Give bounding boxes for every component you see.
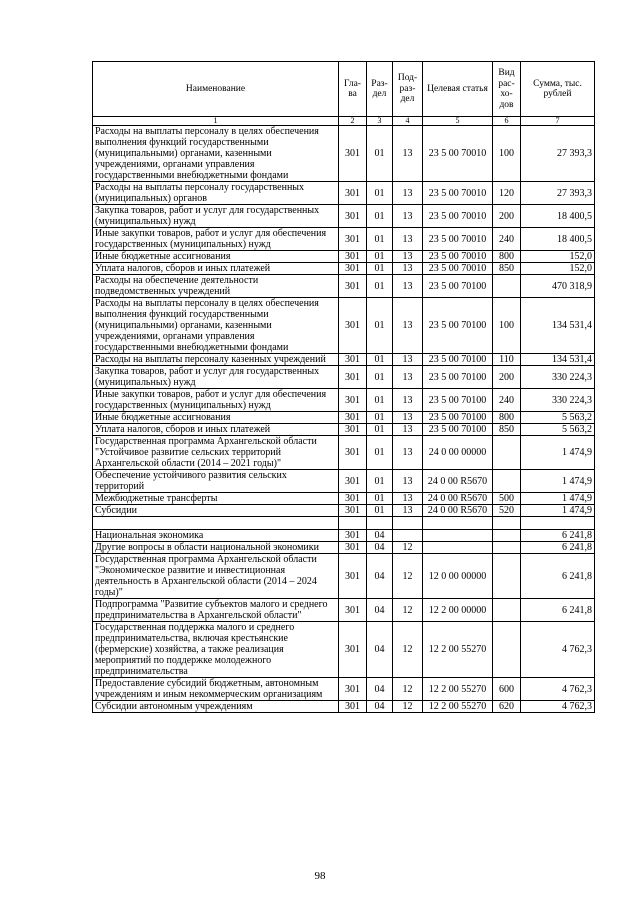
- row-podrazdel: 13: [393, 493, 423, 505]
- page-number: 98: [314, 870, 326, 882]
- row-vid: 100: [493, 298, 521, 354]
- row-sum: 6 241,8: [521, 530, 595, 542]
- row-target: 24 0 00 R5670: [423, 505, 493, 517]
- row-name: Уплата налогов, сборов и иных платежей: [93, 263, 339, 275]
- row-name: Расходы на выплаты персоналу в целях обеспечения выполнения функций государственными (муниципальными) органами, казенными учреждениями, органами управления государственными внебюджетными фондами: [93, 126, 339, 182]
- row-target: 23 5 00 70100: [423, 354, 493, 366]
- row-target: 23 5 00 70100: [423, 275, 493, 298]
- row-vid: [493, 275, 521, 298]
- row-razdel: [367, 517, 393, 530]
- row-vid: [493, 530, 521, 542]
- row-podrazdel: 13: [393, 298, 423, 354]
- row-podrazdel: 13: [393, 354, 423, 366]
- column-number: 7: [521, 117, 595, 126]
- row-target: 23 5 00 70100: [423, 389, 493, 412]
- row-sum: 1 474,9: [521, 505, 595, 517]
- row-sum: 470 318,9: [521, 275, 595, 298]
- row-razdel: 01: [367, 228, 393, 251]
- row-target: 23 5 00 70100: [423, 298, 493, 354]
- row-vid: 800: [493, 251, 521, 263]
- row-podrazdel: 13: [393, 205, 423, 228]
- table-row: [93, 554, 595, 599]
- row-glava: 301: [339, 389, 367, 412]
- row-razdel: 01: [367, 389, 393, 412]
- row-sum: 6 241,8: [521, 554, 595, 599]
- table-row: [93, 470, 595, 493]
- row-target: 23 5 00 70010: [423, 228, 493, 251]
- row-razdel: 04: [367, 622, 393, 678]
- row-vid: [493, 470, 521, 493]
- row-vid: 500: [493, 493, 521, 505]
- row-target: 12 2 00 55270: [423, 622, 493, 678]
- row-glava: 301: [339, 263, 367, 275]
- table-row: [93, 251, 595, 263]
- row-sum: 6 241,8: [521, 599, 595, 622]
- row-podrazdel: 12: [393, 678, 423, 701]
- row-razdel: 01: [367, 505, 393, 517]
- row-razdel: 01: [367, 470, 393, 493]
- row-razdel: 01: [367, 263, 393, 275]
- row-razdel: 04: [367, 542, 393, 554]
- row-glava: 301: [339, 505, 367, 517]
- row-razdel: 04: [367, 530, 393, 542]
- row-sum: 18 400,5: [521, 228, 595, 251]
- header-name: Наименование: [93, 62, 339, 117]
- table-row: [93, 678, 595, 701]
- row-target: 23 5 00 70010: [423, 205, 493, 228]
- row-vid: 240: [493, 228, 521, 251]
- row-podrazdel: 13: [393, 182, 423, 205]
- row-name: Национальная экономика: [93, 530, 339, 542]
- table-row: [93, 424, 595, 436]
- row-name: Другие вопросы в области национальной экономики: [93, 542, 339, 554]
- row-target: 23 5 00 70010: [423, 182, 493, 205]
- row-podrazdel: 13: [393, 251, 423, 263]
- row-target: 12 2 00 55270: [423, 678, 493, 701]
- column-number: 1: [93, 117, 339, 126]
- header-row: [93, 62, 595, 117]
- row-podrazdel: 13: [393, 263, 423, 275]
- row-glava: 301: [339, 554, 367, 599]
- row-vid: 120: [493, 182, 521, 205]
- row-vid: [493, 622, 521, 678]
- table-row: [93, 542, 595, 554]
- row-razdel: 01: [367, 366, 393, 389]
- table-row: [93, 412, 595, 424]
- row-razdel: 01: [367, 205, 393, 228]
- row-glava: 301: [339, 298, 367, 354]
- table-row: [93, 263, 595, 275]
- row-sum: 134 531,4: [521, 298, 595, 354]
- row-vid: 620: [493, 701, 521, 713]
- header-vid: Вид рас-хо-дов: [493, 62, 521, 117]
- row-vid: 520: [493, 505, 521, 517]
- row-sum: 330 224,3: [521, 389, 595, 412]
- row-podrazdel: 12: [393, 622, 423, 678]
- row-podrazdel: 13: [393, 424, 423, 436]
- row-glava: 301: [339, 251, 367, 263]
- row-target: 12 2 00 55270: [423, 701, 493, 713]
- row-glava: 301: [339, 182, 367, 205]
- row-podrazdel: 12: [393, 554, 423, 599]
- row-sum: 4 762,3: [521, 678, 595, 701]
- row-podrazdel: 13: [393, 470, 423, 493]
- row-podrazdel: 12: [393, 701, 423, 713]
- table-row: [93, 182, 595, 205]
- row-glava: 301: [339, 126, 367, 182]
- header-sum: Сумма, тыс. рублей: [521, 62, 595, 117]
- row-vid: 600: [493, 678, 521, 701]
- row-glava: 301: [339, 678, 367, 701]
- row-glava: 301: [339, 205, 367, 228]
- column-number: 5: [423, 117, 493, 126]
- table-row: [93, 505, 595, 517]
- row-target: 12 2 00 00000: [423, 599, 493, 622]
- row-vid: 800: [493, 412, 521, 424]
- row-glava: 301: [339, 470, 367, 493]
- row-sum: 18 400,5: [521, 205, 595, 228]
- row-name: Межбюджетные трансферты: [93, 493, 339, 505]
- row-sum: 330 224,3: [521, 366, 595, 389]
- row-sum: 6 241,8: [521, 542, 595, 554]
- row-sum: 4 762,3: [521, 701, 595, 713]
- row-name: Расходы на выплаты персоналу в целях обеспечения выполнения функций государственными (муниципальными) органами, казенными учреждениями, органами управления государственными внебюджетными фондами: [93, 298, 339, 354]
- row-glava: 301: [339, 493, 367, 505]
- table-row: [93, 622, 595, 678]
- table-row: [93, 275, 595, 298]
- table-row: [93, 354, 595, 366]
- row-name: Государственная программа Архангельской области "Экономическое развитие и инвестиционная деятельность в Архангельской области (2014 – 2024 годы)": [93, 554, 339, 599]
- row-razdel: 01: [367, 412, 393, 424]
- table-row: [93, 701, 595, 713]
- row-vid: 200: [493, 366, 521, 389]
- row-glava: 301: [339, 530, 367, 542]
- table-row: [93, 493, 595, 505]
- row-target: 24 0 00 R5670: [423, 493, 493, 505]
- row-glava: 301: [339, 275, 367, 298]
- row-podrazdel: 13: [393, 505, 423, 517]
- row-target: 23 5 00 70010: [423, 251, 493, 263]
- row-sum: 134 531,4: [521, 354, 595, 366]
- row-vid: 240: [493, 389, 521, 412]
- row-podrazdel: 13: [393, 228, 423, 251]
- row-glava: 301: [339, 701, 367, 713]
- row-target: [423, 517, 493, 530]
- row-vid: [493, 517, 521, 530]
- row-glava: [339, 517, 367, 530]
- row-razdel: 01: [367, 275, 393, 298]
- row-razdel: 01: [367, 182, 393, 205]
- table-row: [93, 517, 595, 530]
- table-row: [93, 228, 595, 251]
- table-row: [93, 366, 595, 389]
- row-sum: 27 393,3: [521, 182, 595, 205]
- row-name: Иные бюджетные ассигнования: [93, 412, 339, 424]
- row-razdel: 01: [367, 126, 393, 182]
- column-number: 3: [367, 117, 393, 126]
- header-glava: Гла-ва: [339, 62, 367, 117]
- row-glava: 301: [339, 228, 367, 251]
- table-row: [93, 599, 595, 622]
- column-number: 2: [339, 117, 367, 126]
- row-target: 23 5 00 70100: [423, 424, 493, 436]
- header-target: Целевая статья: [423, 62, 493, 117]
- row-glava: 301: [339, 542, 367, 554]
- row-name: Подпрограмма "Развитие субъектов малого и среднего предпринимательства в Архангельской области": [93, 599, 339, 622]
- row-name: [93, 517, 339, 530]
- row-podrazdel: 13: [393, 412, 423, 424]
- row-name: Субсидии автономным учреждениям: [93, 701, 339, 713]
- table-row: [93, 389, 595, 412]
- table-row: [93, 126, 595, 182]
- row-sum: 1 474,9: [521, 470, 595, 493]
- row-sum: 152,0: [521, 251, 595, 263]
- table-row: [93, 436, 595, 470]
- row-glava: 301: [339, 599, 367, 622]
- row-vid: [493, 599, 521, 622]
- row-razdel: 01: [367, 354, 393, 366]
- header-razdel: Раз-дел: [367, 62, 393, 117]
- column-number: 6: [493, 117, 521, 126]
- row-glava: 301: [339, 366, 367, 389]
- row-name: Иные бюджетные ассигнования: [93, 251, 339, 263]
- row-glava: 301: [339, 436, 367, 470]
- row-name: Закупка товаров, работ и услуг для государственных (муниципальных) нужд: [93, 366, 339, 389]
- row-target: [423, 542, 493, 554]
- row-glava: 301: [339, 424, 367, 436]
- row-target: 23 5 00 70100: [423, 366, 493, 389]
- row-razdel: 04: [367, 678, 393, 701]
- row-sum: 4 762,3: [521, 622, 595, 678]
- row-razdel: 04: [367, 554, 393, 599]
- row-glava: 301: [339, 622, 367, 678]
- row-target: 12 0 00 00000: [423, 554, 493, 599]
- row-vid: [493, 436, 521, 470]
- row-vid: 200: [493, 205, 521, 228]
- column-number-row: [93, 117, 595, 126]
- row-podrazdel: [393, 530, 423, 542]
- row-target: 23 5 00 70100: [423, 412, 493, 424]
- row-target: [423, 530, 493, 542]
- row-name: Закупка товаров, работ и услуг для государственных (муниципальных) нужд: [93, 205, 339, 228]
- row-podrazdel: 13: [393, 126, 423, 182]
- row-razdel: 01: [367, 251, 393, 263]
- row-name: Уплата налогов, сборов и иных платежей: [93, 424, 339, 436]
- budget-table: [92, 61, 595, 713]
- row-glava: 301: [339, 412, 367, 424]
- row-razdel: 04: [367, 599, 393, 622]
- row-vid: 100: [493, 126, 521, 182]
- row-sum: 5 563,2: [521, 424, 595, 436]
- row-sum: 27 393,3: [521, 126, 595, 182]
- table-row: [93, 298, 595, 354]
- row-name: Государственная программа Архангельской области "Устойчивое развитие сельских территорий Архангельской области (2014 – 2021 годы)": [93, 436, 339, 470]
- row-name: Государственная поддержка малого и среднего предпринимательства, включая крестьянские (фермерские) хозяйства, а также реализация мероприятий по поддержке молодежного предпринимательства: [93, 622, 339, 678]
- row-name: Обеспечение устойчивого развития сельских территорий: [93, 470, 339, 493]
- row-razdel: 01: [367, 424, 393, 436]
- row-podrazdel: 13: [393, 436, 423, 470]
- row-razdel: 01: [367, 436, 393, 470]
- row-name: Субсидии: [93, 505, 339, 517]
- row-name: Предоставление субсидий бюджетным, автономным учреждениям и иным некоммерческим организациям: [93, 678, 339, 701]
- row-name: Расходы на выплаты персоналу казенных учреждений: [93, 354, 339, 366]
- column-number: 4: [393, 117, 423, 126]
- row-razdel: 04: [367, 701, 393, 713]
- row-podrazdel: 12: [393, 542, 423, 554]
- row-target: 24 0 00 00000: [423, 436, 493, 470]
- row-sum: 152,0: [521, 263, 595, 275]
- row-vid: [493, 542, 521, 554]
- row-name: Иные закупки товаров, работ и услуг для обеспечения государственных (муниципальных) нужд: [93, 228, 339, 251]
- row-vid: 850: [493, 263, 521, 275]
- row-podrazdel: 13: [393, 389, 423, 412]
- row-target: 24 0 00 R5670: [423, 470, 493, 493]
- row-vid: 110: [493, 354, 521, 366]
- row-sum: 1 474,9: [521, 436, 595, 470]
- row-target: 23 5 00 70010: [423, 126, 493, 182]
- row-name: Расходы на обеспечение деятельности подведомственных учреждений: [93, 275, 339, 298]
- header-podrazdel: Под-раз-дел: [393, 62, 423, 117]
- row-razdel: 01: [367, 493, 393, 505]
- table-row: [93, 530, 595, 542]
- row-sum: 5 563,2: [521, 412, 595, 424]
- row-podrazdel: 13: [393, 366, 423, 389]
- row-podrazdel: 12: [393, 599, 423, 622]
- row-name: Иные закупки товаров, работ и услуг для обеспечения государственных (муниципальных) нужд: [93, 389, 339, 412]
- row-glava: 301: [339, 354, 367, 366]
- row-podrazdel: 13: [393, 275, 423, 298]
- row-name: Расходы на выплаты персоналу государственных (муниципальных) органов: [93, 182, 339, 205]
- row-sum: 1 474,9: [521, 493, 595, 505]
- row-sum: [521, 517, 595, 530]
- row-target: 23 5 00 70010: [423, 263, 493, 275]
- row-vid: [493, 554, 521, 599]
- row-vid: 850: [493, 424, 521, 436]
- table-row: [93, 205, 595, 228]
- row-podrazdel: [393, 517, 423, 530]
- row-razdel: 01: [367, 298, 393, 354]
